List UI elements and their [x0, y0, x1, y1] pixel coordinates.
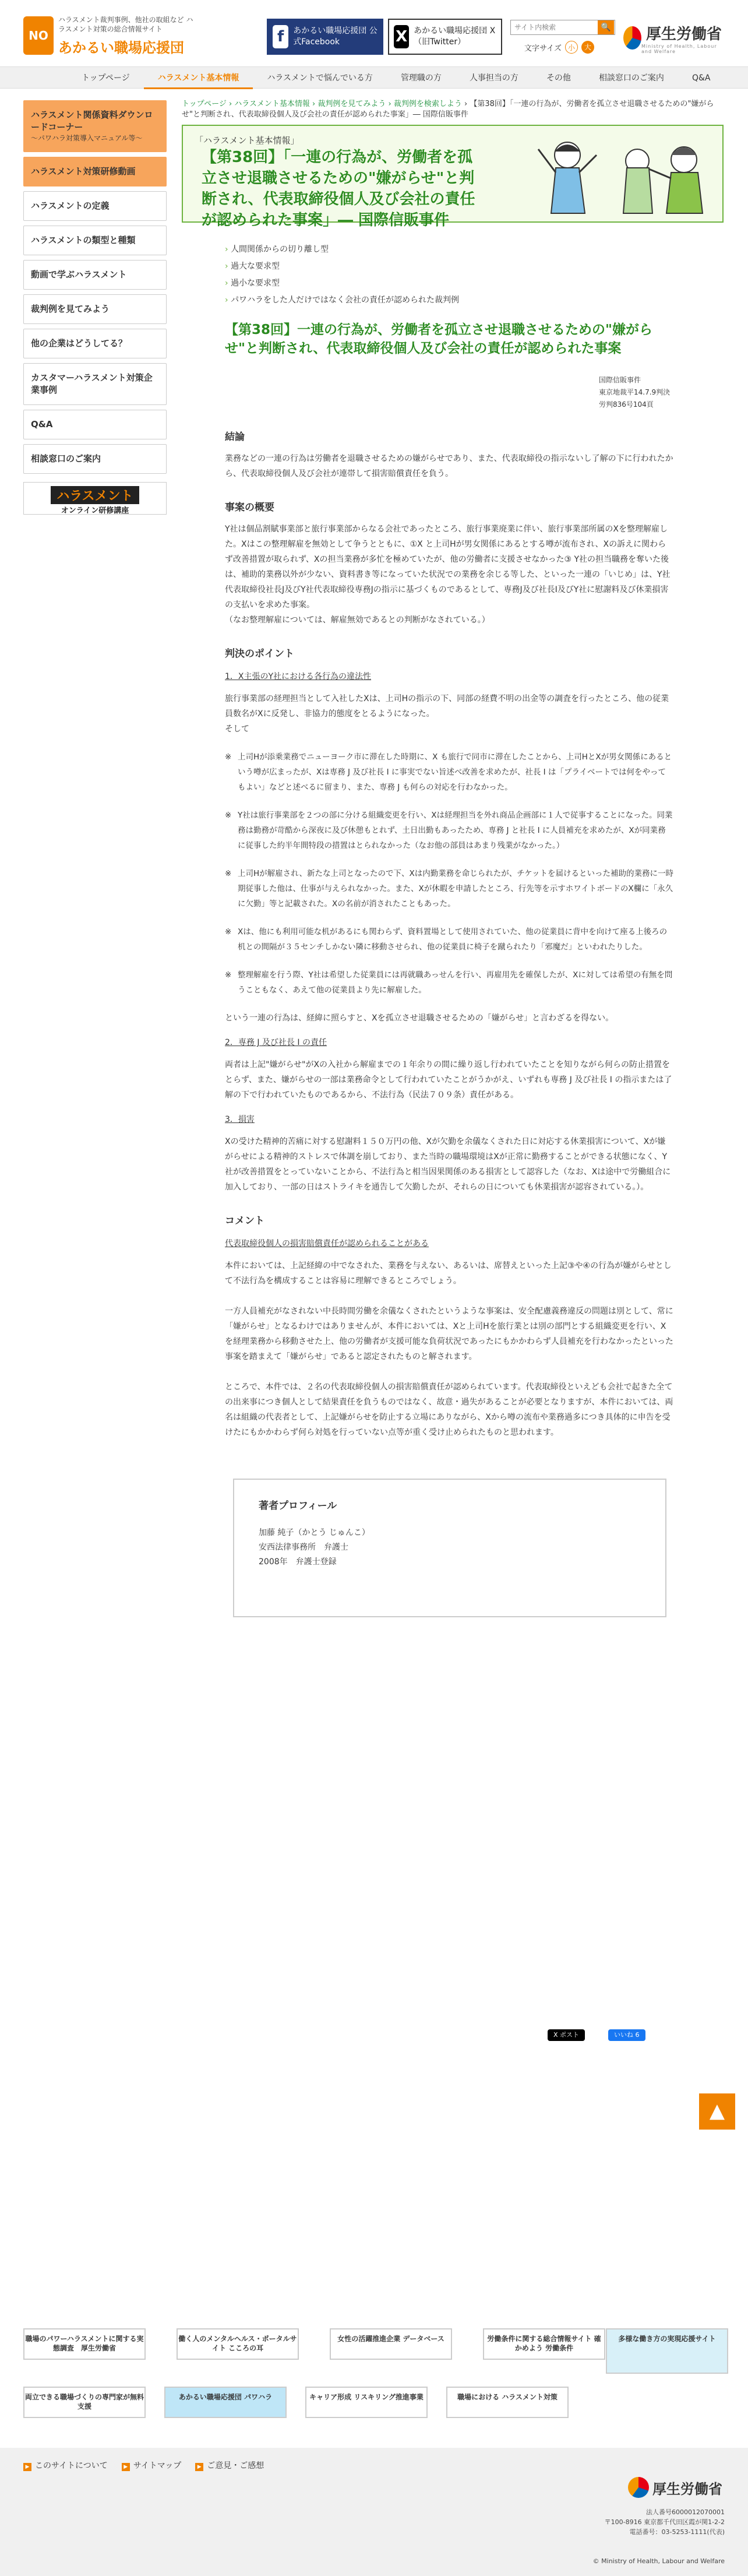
sidebar-item-label: ハラスメント関係資料ダウンロードコーナー: [31, 110, 153, 132]
case-source: 国際信販事件 東京地裁平14.7.9判決 労判836号104頁: [599, 376, 671, 409]
comment-text-1: 本件においては、上記経緯の中でなされた、業務を与えない、あるいは、席替えといった上記③や④の行為が嫌がらせとして不法行為を構成することは容易に理解できるところでしょう。: [225, 1261, 672, 1286]
footer-banner[interactable]: 働く人のメンタルヘルス・ポータルサイト こころの耳: [177, 2328, 299, 2360]
sidebar-item-label: Q&A: [31, 419, 53, 430]
point-2-text: 両者は上記"嫌がらせ"がXの入社から解雇までの１年余りの間に繰り返し行われていたことを知りながら何らの防止措置をとらず、また、嫌がらせの一部は業務命令として行われていたことがうかがえ、いずれも専務 J 及び社長 I の指示または了解の下で行われていたものであるから、不法行為（民法７０９条）責任がある。: [225, 1060, 672, 1100]
summary-text: Y社は個品割賦事業部と旅行事業部からなる会社であったところ、旅行事業廃業に伴い、旅行事業部所属のXを整理解雇した。Xはこの整理解雇を無効として争うとともに、①X と上司Hが男女関係にあるとする噂が流布され、Xの訴えに関わらず改善措置が取られず、Xの担当業務が多忙を極めていたが、他の労働者に支援させなかった③ Y社の担当職務を奪いた後は、補助的業務以外が少ない、資料書き等になっていた状況での業務を余じる等した、といった一連の「いじめ」は、Y社代表取締役社長J及びY社代表取締役専務Jの指示に基づくものであるとして、専務J及び社長I及びY社に慰謝料及び休業損害の支払いを求めた事案。: [225, 525, 671, 610]
sidebar-item[interactable]: [23, 444, 167, 474]
hero-title: 【第38回】「一連の行為が、労働者を孤立させ退職させるための"嫌がらせ"と判断され、代表取締役個人及び会社の責任が認められた事案」― 国際信販事件: [202, 149, 475, 229]
logo-subtitle: ハラスメント裁判事例、他社の取組など ハラスメント対策の総合情報サイト: [58, 15, 193, 33]
breadcrumb: [182, 99, 724, 120]
font-small-button[interactable]: 小: [565, 41, 578, 54]
point-1-conclusion: という一連の行為は、経緯に照らすと、Xを孤立させ退職させるための「嫌がらせ」と言わざるを得ない。: [225, 1013, 614, 1023]
sidebar: [23, 100, 167, 515]
mhlw-logo[interactable]: 厚生労働省 Ministry of Health, Labour and Welfare: [623, 23, 728, 52]
sidebar-item-label: ハラスメント対策研修動画: [31, 166, 136, 177]
mhlw-mark-icon: [623, 26, 641, 50]
font-size-label: 文字サイズ: [524, 44, 562, 53]
article-title: 【第38回】一連の行為が、労働者を孤立させ退職させるための"嫌がらせ"と判断され、代表取締役個人及び会社の責任が認められた事案: [225, 322, 652, 356]
conclusion-text: 業務などの一連の行為は労働者を退職させるための嫌がらせであり、また、代表取締役の指示ないし了解の下に行われたから、代表取締役個人及び会社が連帯して損害賠償責任を負う。: [225, 454, 673, 478]
sidebar-item-label: ハラスメントの類型と種類: [31, 235, 136, 245]
footer-mhlw-logo[interactable]: 厚生労働省: [628, 2477, 722, 2498]
author-registered: 2008年 弁護士登録: [259, 1557, 337, 1567]
footer-banner[interactable]: あかるい職場応援団 パワハラ: [164, 2387, 287, 2418]
footer-address: 法人番号6000012070001 〒100-8916 東京都千代田区霞が関1-2-2 電話番号：03-5253-1111(代表): [604, 2508, 725, 2536]
gnav-item[interactable]: ハラスメント基本情報: [144, 67, 253, 89]
note-item: ※ Xは、他にも利用可能な机があるにも関わらず、資料置場として使用されていた、他の従業員に背中を向けて座る上後ろの机との間隔が３５センチしかない隣に移動させられ、他の従業員に椅子を蹴られたり「邪魔だ」といわれたりした。: [225, 924, 673, 955]
sidebar-item[interactable]: [23, 191, 167, 221]
author-name: 加藤 純子（かとう じゅんこ）: [259, 1528, 370, 1537]
font-size-control: [524, 41, 594, 54]
breadcrumb-current: › 【第38回】「一連の行為が、労働者を孤立させ退職させるための"嫌がらせ"と判断され、代表取締役個人及び会社の責任が認められた事案」― 国際信販事件: [182, 100, 714, 119]
sidebar-item-sub: 〜パワハラ対策導入マニュアル等〜: [31, 134, 143, 142]
sidebar-item[interactable]: [23, 329, 167, 358]
facebook-like-button[interactable]: いいね 6: [608, 2029, 645, 2041]
note-item: ※ 整理解雇を行う際、Y社は希望した従業員には再就職あっせんを行い、再雇用先を確保したが、Xに対しては希望の有無を問うこともなく、あえて他の従業員より先に解雇した。: [225, 967, 673, 998]
footer-link[interactable]: ▶ このサイトについて: [23, 2459, 108, 2471]
gnav-item[interactable]: 人事担当の方: [469, 73, 518, 83]
site-logo[interactable]: [23, 15, 198, 56]
point-3-heading: 3．損害: [225, 1115, 255, 1124]
footer-banner[interactable]: 職場のパワーハラスメントに関する実態調査 厚生労働省: [23, 2328, 146, 2360]
comment-heading: コメント: [225, 1215, 264, 1227]
footer-banner[interactable]: キャリア形成 リスキリング推進事業: [305, 2387, 428, 2418]
online-training-banner[interactable]: ハラスメント オンライン研修講座: [23, 482, 167, 515]
sidebar-item[interactable]: [23, 294, 167, 324]
tag-list: [225, 241, 724, 309]
sidebar-item[interactable]: [23, 363, 167, 405]
tag-link[interactable]: › 過大な要求型: [225, 258, 724, 275]
main-content: [182, 99, 724, 1617]
author-profile: [233, 1479, 666, 1617]
footer-link[interactable]: ▶ ご意見・ご感想: [195, 2459, 264, 2471]
facebook-icon: f: [273, 25, 288, 48]
search-button[interactable]: 🔍: [598, 20, 614, 34]
sidebar-item-label: 動画で学ぶハラスメント: [31, 269, 127, 280]
footer-link[interactable]: ▶ サイトマップ: [122, 2459, 181, 2471]
facebook-link[interactable]: f あかるい職場応援団 公式Facebook: [267, 19, 383, 55]
x-post-button[interactable]: X ポスト: [548, 2029, 585, 2041]
footer-banner[interactable]: 労働条件に関する総合情報サイト 確かめよう 労働条件: [483, 2328, 605, 2360]
font-large-button[interactable]: 大: [581, 41, 594, 54]
footer: [0, 2448, 748, 2576]
comment-subheading: 代表取締役個人の損害賠償責任が認められることがある: [225, 1239, 429, 1248]
summary-note: （なお整理解雇については、解雇無効であるとの判断がなされている。）: [225, 615, 490, 625]
copyright: © Ministry of Health, Labour and Welfare: [592, 2557, 725, 2565]
global-nav: [0, 66, 748, 89]
mhlw-mark-icon: [628, 2477, 649, 2498]
site-header: [0, 0, 748, 64]
sidebar-item[interactable]: [23, 100, 167, 152]
x-icon: X: [394, 25, 409, 48]
sidebar-item-label: 相談窓口のご案内: [31, 453, 101, 464]
page-top-button[interactable]: ▲: [699, 2093, 735, 2130]
comment-text-2: 一方人員補充がなされない中長時間労働を余儀なくされたというような事案は、安全配慮義務違反の問題は別として、常に「嫌がらせ」となるわけではありませんが、本件においては、Xと上司Hを旅行業とは別の部門とする組織変更を行い、Xを経理業務から移動させた上、他の労働者が支援可能な負荷状況であったにもかかわらず人員補充を行わなかったといった事案を踏まえて「嫌がらせ」であると認定されたものと解されます。: [225, 1307, 673, 1361]
comment-text-3: ところで、本件では、２名の代表取締役個人の損害賠償責任が認められています。代表取締役といえども会社で起きた全ての出来事につき個人として結果責任を負うものではなく、故意・過失があることが必要となりますが、本件においては、両名は組織の代表者として、上記嫌がらせを防止する立場にありながら、Xから噂の流布や業務過多につき具体的に申告を受けたにもかかわらず何ら対処を行っていない点等が重く受け止められたものと思われます。: [225, 1382, 673, 1437]
gnav-item[interactable]: その他: [546, 73, 571, 83]
gnav-item[interactable]: ハラスメントで悩んでいる方: [267, 73, 373, 83]
sidebar-item-label: カスタマーハラスメント対策企業事例: [31, 372, 153, 395]
footer-banner[interactable]: 職場における ハラスメント対策: [446, 2387, 569, 2418]
note-item: ※ 上司Hが解雇され、新たな上司となったので下、Xは内勤業務を命じられたが、チケットを届けるといった補助的業務に一時期従事した他は、仕事が与えられなかった。また、Xが休暇を申請したところ、行先等を示すホワイトボードのX欄に「永久に欠勤」等と記載された。Xの名前が消されたこともあった。: [225, 866, 673, 912]
summary-heading: 事案の概要: [225, 502, 274, 513]
harassment-illustration: [521, 132, 713, 219]
tag-link[interactable]: › 過小な要求型: [225, 275, 724, 292]
footer-banner[interactable]: 女性の活躍推進企業 データベース: [330, 2328, 452, 2360]
logo-mark: NO: [23, 16, 54, 55]
note-item: ※ Y社は旅行事業部を２つの部に分ける組織変更を行い、Xは経理担当を外れ商品企画部に１人で従事することになった。同業務は勤務が苛酷から深夜に及び休憩もとれず、土日出勤もあったため、専務 J と社長 I に人員補充を求めたが、Xが同業務に従事した約半年間特段の措置はとられなかった（なお他の部員はあまり残業がなかった。）: [225, 808, 673, 853]
x-link[interactable]: X あかるい職場応援団 X（旧Twitter）: [388, 19, 502, 55]
profile-title: 著者プロフィール: [259, 1500, 337, 1512]
tag-link[interactable]: › 人間関係からの切り離し型: [225, 241, 724, 258]
tag-link[interactable]: › パワハラをした人だけではなく会社の責任が認められた裁判例: [225, 292, 724, 309]
sidebar-item-label: ハラスメントの定義: [31, 200, 110, 211]
point-1-heading: 1．X主張のY社における各行為の違法性: [225, 672, 372, 681]
author-office: 安西法律事務所 弁護士: [259, 1543, 348, 1552]
point-3-text: Xの受けた精神的苦痛に対する慰謝料１５０万円の他、Xが欠勤を余儀なくされた日に対応する休業損害について、Xが嫌がらせによる精神的ストレスで体調を崩しており、また当時の職場環境はXが正常に勤務することができる状態になく、Y社が改善措置をとっていないことから、不法行為と相当因果関係のある損害として認容した（なお、Xは途中で労働組合に加入しており、一部の日はストライキを通告して欠勤したが、それらの日についても休業損害が認容されている。）。: [225, 1137, 671, 1192]
point-2-heading: 2．専務 J 及び社長 I の責任: [225, 1038, 327, 1047]
share-buttons: [548, 2029, 645, 2041]
sidebar-item[interactable]: [23, 157, 167, 186]
note-item: ※ 上司Hが添乗業務でニューヨーク市に滞在した時期に、X も旅行で同市に滞在したことから、上司HとXが男女関係にあるという噂が広まったが、Xは専務 J 及び社長 I に事実でない旨述べ改善を求めたが、社長 I は「プライベートでは何をやってもよい」などと述べるに留まり、また、専務 J も何らの対応を行わなかった。: [225, 749, 673, 795]
footer-banner[interactable]: 両立できる職場づくりの専門家が無料支援: [23, 2387, 146, 2418]
sidebar-item-label: 裁判例を見てみよう: [31, 304, 110, 314]
conclusion-heading: 結論: [225, 431, 245, 443]
sidebar-item-label: 他の企業はどうしてる？: [31, 338, 128, 349]
sidebar-item[interactable]: [23, 226, 167, 255]
gnav-item[interactable]: Q&A: [691, 73, 711, 83]
footer-banner[interactable]: 多様な働き方の実現応援サイト: [606, 2328, 728, 2374]
hero-category: 「ハラスメント基本情報」: [195, 135, 299, 146]
sidebar-item[interactable]: [23, 260, 167, 290]
point-1-then: そして: [225, 724, 249, 734]
point-1-text: 旅行事業部の経理担当として入社したXは、上司Hの指示の下、同部の経費不明の出金等の調査を行ったところ、他の従業員数名がXに反発し、非協力的態度をとるようになった。: [225, 694, 669, 719]
gnav-item[interactable]: 管理職の方: [400, 73, 442, 83]
sidebar-item[interactable]: [23, 410, 167, 439]
gnav-item[interactable]: トップページ: [82, 73, 130, 83]
notes-list: [225, 749, 673, 998]
points-heading: 判決のポイント: [225, 648, 294, 660]
gnav-item[interactable]: 相談窓口のご案内: [598, 73, 664, 83]
article-body: [225, 428, 673, 1440]
breadcrumb-links[interactable]: トップページ › ハラスメント基本情報 › 裁判例を見てみよう › 裁判例を検索しよう: [182, 100, 462, 108]
logo-name: あかるい職場応援団: [58, 39, 184, 56]
article-hero: [182, 125, 724, 229]
